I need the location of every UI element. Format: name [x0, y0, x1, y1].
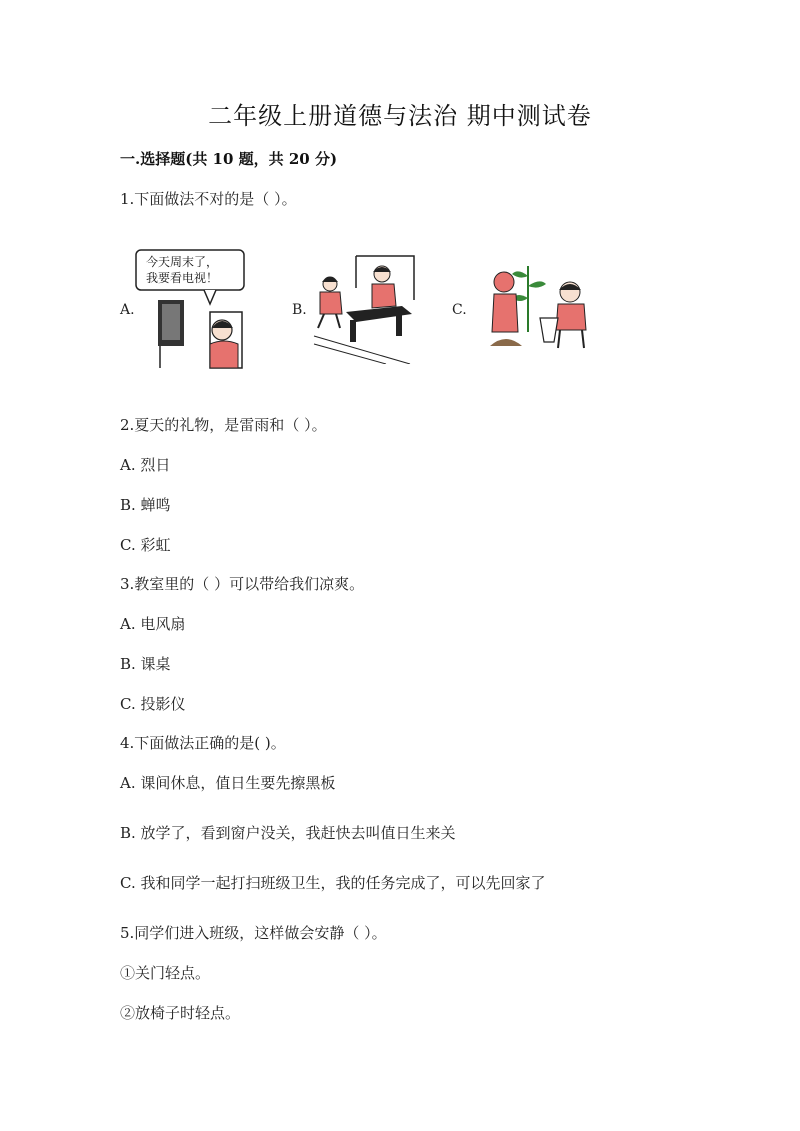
question-2-stem: 2.夏天的礼物，是雷雨和（ ）。 — [120, 416, 327, 434]
q1-option-a-image — [134, 248, 246, 370]
section-heading: 一.选择题(共 10 题，共 20 分) — [120, 150, 338, 168]
q1-option-a-label: A. — [120, 302, 135, 318]
speech-line-2: 我要看电视！ — [146, 271, 219, 285]
question-5-item-1: ①关门轻点。 — [120, 964, 211, 982]
question-3-option-b: B. 课桌 — [120, 655, 171, 673]
question-4-option-a: A. 课间休息，值日生要先擦黑板 — [120, 774, 336, 792]
q1-option-b-label: B. — [292, 302, 307, 318]
question-4-stem: 4.下面做法正确的是( )。 — [120, 734, 286, 752]
page-title: 二年级上册道德与法治 期中测试卷 — [208, 102, 592, 130]
question-5-stem: 5.同学们进入班级，这样做会安静（ ）。 — [120, 924, 387, 942]
question-2-option-c: C. 彩虹 — [120, 536, 171, 554]
q1-option-b-image — [306, 254, 416, 364]
question-3-stem: 3.教室里的（ ）可以带给我们凉爽。 — [120, 575, 365, 593]
question-2-option-b: B. 蝉鸣 — [120, 496, 171, 514]
question-3-option-c: C. 投影仪 — [120, 695, 186, 713]
q1-option-c-image — [488, 262, 612, 352]
question-4-option-c: C. 我和同学一起打扫班级卫生，我的任务完成了，可以先回家了 — [120, 874, 546, 892]
question-1-stem: 1.下面做法不对的是（ ）。 — [120, 190, 297, 208]
question-4-option-b: B. 放学了，看到窗户没关，我赶快去叫值日生来关 — [120, 824, 456, 842]
speech-line-1: 今天周末了， — [146, 255, 219, 269]
q1-option-c-label: C. — [452, 302, 467, 318]
question-2-option-a: A. 烈日 — [120, 456, 171, 474]
question-5-item-2: ②放椅子时轻点。 — [120, 1004, 241, 1022]
question-3-option-a: A. 电风扇 — [120, 615, 186, 633]
